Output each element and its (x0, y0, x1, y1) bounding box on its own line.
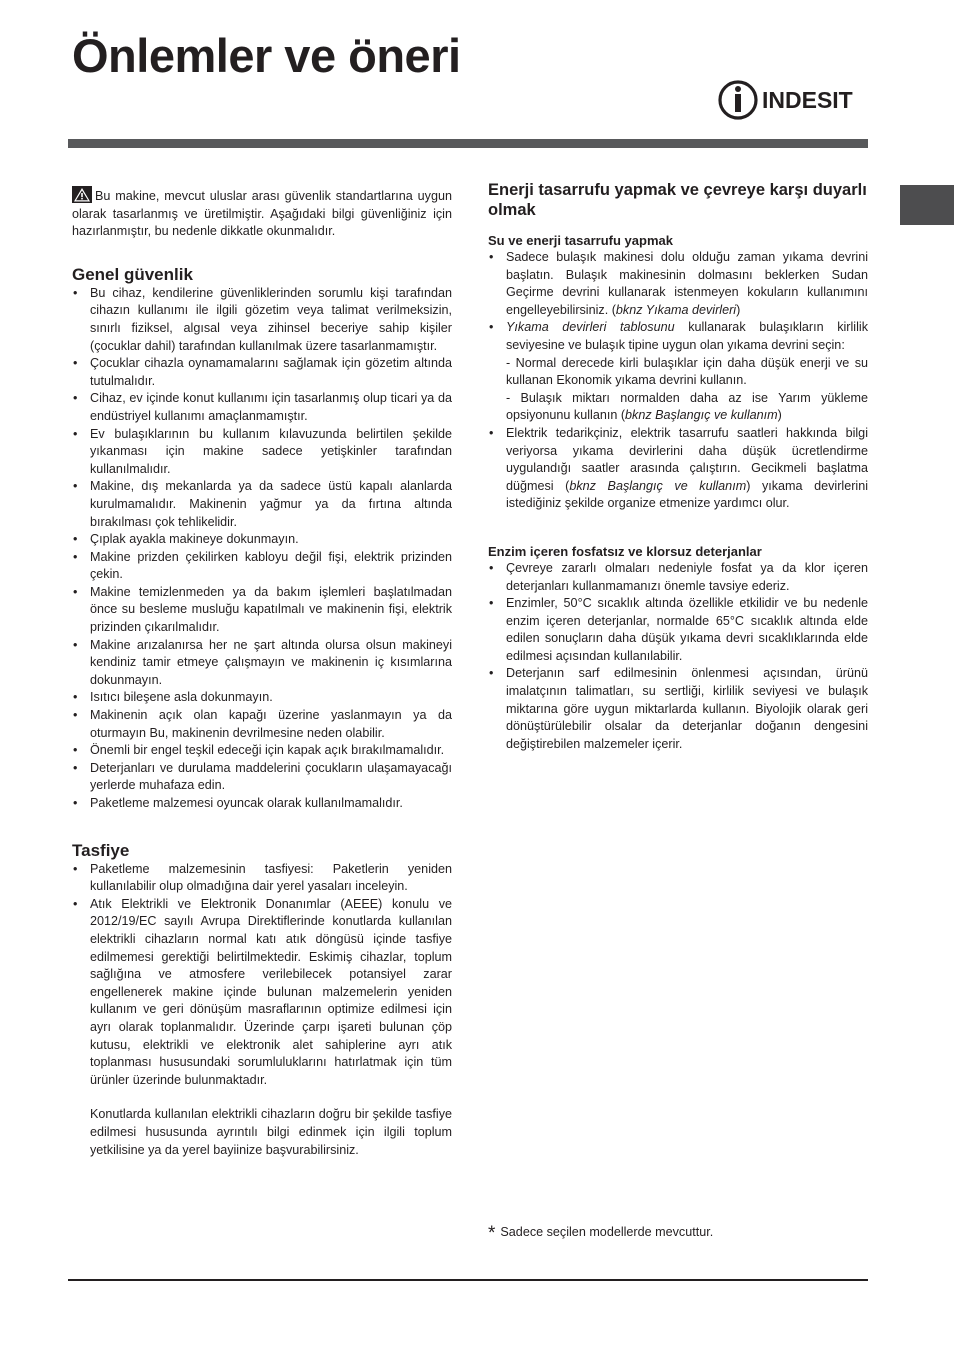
sub-item (506, 390, 868, 425)
cross-reference: Yıkama devirleri tablosunu (506, 320, 675, 335)
list-item: • Makine arızalanırsa her ne şart altında olursa olsun makineyi kendiniz tamir etmeye çalışmayın ve makinenin iç kısımlarına dokunmayın. (72, 637, 452, 690)
list-item: • Bu cihaz, kendilerine güvenliklerinden sorumlu kişi tarafından cihazın kullanımı ile ilgili gözetim veya talimat verilmeksizin, sınırlı fiziksel, algısal veya zihinsel beceriye sahip kişiler (çocuklar dahil) tarafından kullanılmak üzere tasarlanmamıştır. (72, 285, 452, 355)
list-item: • Deterjanları ve durulama maddelerini çocukların ulaşamayacağı yerlerde muhafaza edin. (72, 760, 452, 795)
safety-intro-text: Bu makine, mevcut uluslar arası güvenlik standartlarına uygun olarak tasarlanmış ve üretilmiştir. Aşağıdaki bilgi güvenliğiniz için hazırlanmıştır, bu nedenle dikkatle okunmalıdır. (72, 189, 452, 239)
list-item: • Çıplak ayakla makineye dokunmayın. (72, 531, 452, 549)
disposal-note: Konutlarda kullanılan elektrikli cihazların doğru bir şekilde tasfiye edilmesi hususunda ayrıntılı bilgi edinmek için ilgili toplum yetkilisine ya da yerel bayiinize başvurabilirsiniz. (90, 1107, 452, 1157)
footnote-text: Sadece seçilen modellerde mevcuttur. (500, 1225, 714, 1239)
list-item: • Makine, dış mekanlarda ya da sadece üstü kapalı alanlarda kurulmamalıdır. Makinenin yağmur ya da fırtına altında bırakılması çok tehlikelidir. (72, 478, 452, 531)
footnote (488, 1222, 713, 1244)
item-text: ) (736, 302, 741, 317)
cross-reference: bknz Yıkama devirleri (615, 302, 737, 317)
list-item: • Paketleme malzemesi oyuncak olarak kullanılmamalıdır. (72, 795, 452, 813)
energy-saving-heading: Enerji tasarrufu yapmak ve çevreye karşı duyarlı olmak (488, 181, 867, 219)
general-safety-heading: Genel güvenlik (72, 264, 193, 284)
disposal-list (72, 861, 452, 1090)
page-title: Önlemler ve öneri (72, 29, 461, 82)
list-item: • Isıtıcı bileşene asla dokunmayın. (72, 689, 452, 707)
cross-reference: bknz Başlangıç ve kullanım (569, 478, 747, 493)
indesit-i-logo-icon (718, 78, 758, 122)
logo-wordmark: INDESIT (762, 86, 853, 113)
item-text: Sadece bulaşık makinesi dolu olduğu zaman yıkama devrini başlatın. Bulaşık makinesinin dolmasını beklerken Sudan Geçirme devrini kullanarak istenmeyen kokuların kullanımını engelleyebilirsiniz. ( (506, 250, 868, 317)
water-energy-subheading: Su ve enerji tasarrufu yapmak (488, 233, 673, 248)
list-item: • Makinenin açık olan kapağı üzerine yaslanmayın ya da oturmayın Bu, makinenin devrilmesine neden olabilir. (72, 707, 452, 742)
right-column (488, 180, 868, 753)
list-item: • Makine temizlenmeden ya da bakım işlemleri başlatılmadan önce su besleme musluğu kapatılmalı ve makinenin fişi, elektrik prizinden çıkarılmalıdır. (72, 584, 452, 637)
enzyme-detergent-subheading: Enzim içeren fosfatsız ve klorsuz deterjanlar (488, 543, 762, 559)
sub-item: - Normal derecede kirli bulaşıklar için daha düşük enerji ve su kullanan Ekonomik yıkama devrini kullanın. (506, 355, 868, 388)
list-item: • Makine prizden çekilirken kabloyu değil fişi, elektrik prizinden çekin. (72, 549, 452, 584)
item-text: ) yıkama devirlerini istediğiniz şekilde organize etmenize yardımcı olur. (506, 478, 868, 511)
safety-intro (72, 186, 452, 241)
item-text: kullanarak bulaşıkların kirlilik seviyesine ve bulaşık tipine uygun olan yıkama devrini seçin: (506, 320, 868, 352)
item-text: ) (777, 408, 782, 423)
indesit-logo (718, 78, 868, 122)
general-safety-list (72, 285, 452, 813)
footnote-asterisk: * (488, 1223, 496, 1244)
list-item: • Önemli bir engel teşkil edeceği için kapak açık bırakılmamalıdır. (72, 742, 452, 760)
list-item (488, 319, 868, 425)
header-divider-bar (68, 139, 868, 148)
footer-divider (68, 1279, 868, 1281)
list-item: • Paketleme malzemesinin tasfiyesi: Paketlerin yeniden kullanılabilir olup olmadığına dair yerel yasaları inceleyin. (72, 861, 452, 896)
enzyme-detergent-list (488, 560, 868, 754)
list-item: • Çevreye zararlı olmaları nedeniyle fosfat ya da klor içeren deterjanları kullanmamanızı önemle tavsiye ederiz. (488, 560, 868, 595)
list-item: • Deterjanın sarf edilmesinin önlenmesi açısından, ürünü imalatçının talimatları, su sertliği, kirlilik seviyesi ve bulaşık miktarına göre uygun miktarlarda kullanın. Biyolojik olarak geri dönüştürülebilir olsalar da deterjanlar doğanın dengesini değiştirebilen malzemeler içerir. (488, 665, 868, 753)
list-item: • Çocuklar cihazla oynamamalarını sağlamak için gözetim altında tutulmalıdır. (72, 355, 452, 390)
list-item: • Enzimler, 50°C sıcaklık altında özellikle etkilidir ve bu nedenle enzim içeren deterjanlar, normalde 65°C sıcaklık altında elde edilen sonuçların daha düşük yıkama devri sıcaklıklarında elde edilmesi açısından kullanılabilir. (488, 595, 868, 665)
item-text: Elektrik tedarikçiniz, elektrik tasarrufu saatleri hakkında bilgi veriyorsa yıkama devirlerini daha düşük ücretlendirme uygulandığı saatler arasında çalıştırın. Gecikmeli başlatma düğmesi ( (506, 425, 868, 493)
item-text: - Bulaşık miktarı normalden daha az ise Yarım yükleme opsiyonunu kullanın ( (506, 390, 868, 423)
list-item: • Ev bulaşıklarının bu kullanım kılavuzunda belirtilen şekilde yıkanması için makine sadece yetişkinler tarafından kullanılmalıdır. (72, 426, 452, 479)
list-item: • Cihaz, ev içinde konut kullanımı için tasarlanmış olup ticari ya da endüstriyel kullanımı amaçlanmamıştır. (72, 390, 452, 425)
cross-reference: bknz Başlangıç ve kullanım (625, 408, 778, 423)
list-item (488, 425, 868, 513)
side-section-tab (900, 185, 954, 225)
warning-triangle-icon (72, 186, 92, 203)
list-item: • Atık Elektrikli ve Elektronik Donanımlar (AEEE) konulu ve 2012/19/EC sayılı Avrupa Direktiflerinde konutlarda kullanılan elektrikli cihazların normal katı atık döngüsü içinde tasfiye edilmemesi gerektiği belirtilmektedir. Eskimiş cihazlar, toplum sağlığına ve atmosfere verilebilecek potansiyel zarar engellenerek makine içinde bulunan malzemelerin yeniden kullanım ve geri dönüşüm masraflarının optimize edilmesi için ayrı olarak toplanmalıdır. Üzerinde çarpı işareti bulunan çöp kutusu, elektrikli ve elektronik alet sahiplerine ayrı atık toplanması hususundaki sorumluluklarını hatırlatmak için tüm ürünler üzerinde bulunmaktadır. (72, 896, 452, 1090)
list-item (488, 249, 868, 319)
disposal-heading: Tasfiye (72, 840, 130, 860)
left-column (72, 186, 452, 1159)
water-energy-list (488, 249, 868, 513)
